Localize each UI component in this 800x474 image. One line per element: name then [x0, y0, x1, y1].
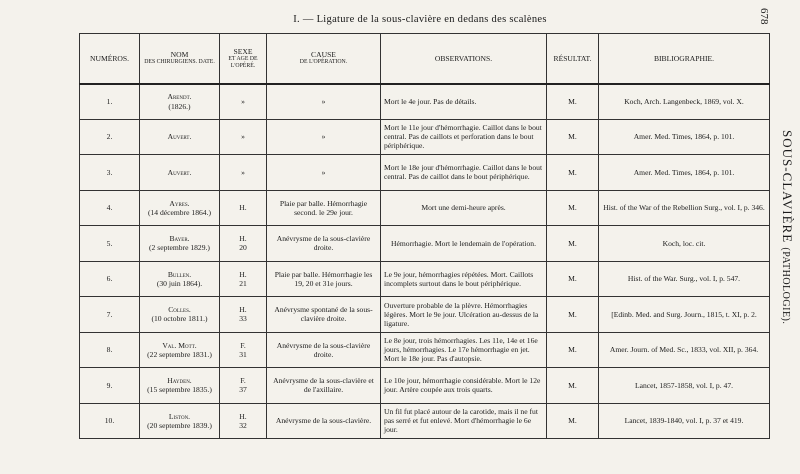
- row-result: M.: [547, 403, 599, 439]
- row-surgeon: [140, 155, 220, 191]
- row-cause: Anévrysme de la sous-clavière et de l'axillaire.: [267, 368, 381, 404]
- row-surgeon: [140, 403, 220, 439]
- table-row: [80, 190, 770, 226]
- patient-sex: »: [241, 96, 245, 106]
- row-sex-age: [220, 190, 267, 226]
- patient-age: 21: [239, 278, 247, 288]
- row-bibliography: Lancet, 1857-1858, vol. I, p. 47.: [599, 368, 770, 404]
- row-number: 6.: [80, 261, 140, 297]
- row-sex-age: [220, 84, 267, 120]
- surgeon-date: (2 septembre 1829.): [149, 243, 210, 253]
- surgeon-name: Bayer.: [169, 234, 190, 244]
- patient-age: 37: [239, 385, 247, 395]
- patient-sex: H.: [239, 203, 247, 213]
- patient-sex: »: [241, 132, 245, 142]
- row-bibliography: Amer. Med. Times, 1864, p. 101.: [599, 155, 770, 191]
- table-row: [80, 368, 770, 404]
- row-result: M.: [547, 226, 599, 262]
- header-bibliographie: BIBLIOGRAPHIE.: [599, 34, 770, 84]
- header-numeros: NUMÉROS.: [80, 34, 140, 84]
- row-result: M.: [547, 119, 599, 155]
- row-result: M.: [547, 297, 599, 333]
- row-number: 9.: [80, 368, 140, 404]
- patient-sex: H.: [239, 269, 247, 279]
- row-result: M.: [547, 84, 599, 120]
- row-cause: Anévrysme de la sous-clavière.: [267, 403, 381, 439]
- table-row: [80, 403, 770, 439]
- surgeon-name: Val. Mott.: [162, 340, 197, 350]
- patient-age: 33: [239, 314, 247, 324]
- row-surgeon: [140, 297, 220, 333]
- row-cause: Anévrysme spontané de la sous-clavière droite.: [267, 297, 381, 333]
- row-bibliography: Koch, loc. cit.: [599, 226, 770, 262]
- row-surgeon: [140, 261, 220, 297]
- row-result: M.: [547, 368, 599, 404]
- surgeon-name: Auvert.: [167, 132, 192, 142]
- row-sex-age: [220, 368, 267, 404]
- surgeon-name: Colles.: [168, 305, 191, 315]
- row-observations: Mort le 11e jour d'hémorrhagie. Caillot dans le bout central. Pas de caillots et perforation dans le bout périphérique.: [381, 119, 547, 155]
- row-observations: Mort le 4e jour. Pas de détails.: [381, 84, 547, 120]
- surgeon-date: (15 septembre 1835.): [147, 385, 212, 395]
- row-surgeon: [140, 368, 220, 404]
- row-sex-age: [220, 226, 267, 262]
- row-observations: Un fil fut placé autour de la carotide, mais il ne fut pas serré et fut enlevé. Mort d'hémorrhagie le 6e jour.: [381, 403, 547, 439]
- side-label-main: SOUS-CLAVIÈRE: [780, 130, 795, 244]
- row-sex-age: [220, 403, 267, 439]
- header-nom: [140, 34, 220, 84]
- row-bibliography: Hist. of the War. Surg., vol. I, p. 547.: [599, 261, 770, 297]
- header-nom-sub: DES CHIRURGIENS. DATE.: [144, 59, 215, 66]
- table-row: [80, 297, 770, 333]
- patient-age: 20: [239, 243, 247, 253]
- patient-sex: F.: [240, 376, 246, 386]
- row-result: M.: [547, 155, 599, 191]
- patient-age: 32: [239, 420, 247, 430]
- surgeon-date: (20 septembre 1839.): [147, 420, 212, 430]
- row-result: M.: [547, 332, 599, 368]
- row-observations: Mort le 18e jour d'hémorrhagie. Caillot dans le bout central. Pas de caillot dans le bout périphérique.: [381, 155, 547, 191]
- table-row: [80, 261, 770, 297]
- patient-sex: F.: [240, 340, 246, 350]
- side-label: [779, 130, 795, 324]
- row-cause: Plaie par balle. Hémorrhagie les 19, 20 et 31e jours.: [267, 261, 381, 297]
- page-title: I. — Ligature de la sous-clavière en dedans des scalènes: [293, 14, 547, 25]
- row-bibliography: [Edinb. Med. and Surg. Journ., 1815, t. XI, p. 2.: [599, 297, 770, 333]
- row-observations: Le 9e jour, hémorrhagies répétées. Mort. Caillots incomplets surtout dans le bout périphérique.: [381, 261, 547, 297]
- header-cause-label: CAUSE: [311, 50, 336, 60]
- header-observations: OBSERVATIONS.: [381, 34, 547, 84]
- header-nom-label: NOM: [170, 50, 189, 60]
- row-observations: Le 8e jour, trois hémorrhagies. Les 11e, 14e et 16e jours, hémorrhagies. Le 17e hémorrhagie en jet. Mort le 18e jour. Pas d'autopsie.: [381, 332, 547, 368]
- row-cause: »: [267, 155, 381, 191]
- table-row: [80, 332, 770, 368]
- table-row: [80, 84, 770, 120]
- surgeon-date: (10 octobre 1811.): [151, 314, 208, 324]
- header-sexe: [220, 34, 267, 84]
- surgeon-name: Ayres.: [169, 198, 190, 208]
- row-surgeon: [140, 84, 220, 120]
- patient-age: 31: [239, 349, 247, 359]
- row-cause: Plaie par balle. Hémorrhagie second. le 29e jour.: [267, 190, 381, 226]
- row-sex-age: [220, 119, 267, 155]
- row-number: 4.: [80, 190, 140, 226]
- row-sex-age: [220, 332, 267, 368]
- row-number: 5.: [80, 226, 140, 262]
- surgeon-name: Liston.: [168, 411, 191, 421]
- row-cause: »: [267, 119, 381, 155]
- row-bibliography: Hist. of the War of the Rebellion Surg., vol. I, p. 346.: [599, 190, 770, 226]
- row-surgeon: [140, 190, 220, 226]
- table-row: [80, 119, 770, 155]
- surgeon-name: Auvert.: [167, 167, 192, 177]
- row-cause: Anévrysme de la sous-clavière droite.: [267, 226, 381, 262]
- row-surgeon: [140, 226, 220, 262]
- table-row: [80, 155, 770, 191]
- surgeon-date: (22 septembre 1831.): [147, 349, 212, 359]
- surgeon-date: (1826.): [168, 101, 191, 111]
- surgeon-date: (30 juin 1864).: [156, 278, 203, 288]
- row-bibliography: Amer. Journ. of Med. Sc., 1833, vol. XII, p. 364.: [599, 332, 770, 368]
- patient-sex: H.: [239, 234, 247, 244]
- row-sex-age: [220, 155, 267, 191]
- row-bibliography: Amer. Med. Times, 1864, p. 101.: [599, 119, 770, 155]
- table-row: [80, 226, 770, 262]
- surgery-table: [79, 33, 770, 439]
- surgeon-name: Bullen.: [167, 269, 192, 279]
- row-number: 3.: [80, 155, 140, 191]
- row-sex-age: [220, 261, 267, 297]
- surgeon-date: (14 décembre 1864.): [147, 207, 212, 217]
- patient-sex: H.: [239, 305, 247, 315]
- row-surgeon: [140, 119, 220, 155]
- row-cause: Anévrysme de la sous-clavière droite.: [267, 332, 381, 368]
- row-number: 10.: [80, 403, 140, 439]
- row-result: M.: [547, 190, 599, 226]
- page-number: 678: [758, 8, 770, 25]
- row-number: 1.: [80, 84, 140, 120]
- side-label-paren: (PATHOLOGIE).: [780, 247, 791, 325]
- surgeon-name: Arendt.: [167, 92, 192, 102]
- patient-sex: H.: [239, 411, 247, 421]
- surgeon-name: Hayden.: [167, 376, 192, 386]
- row-bibliography: Koch, Arch. Langenbeck, 1869, vol. X.: [599, 84, 770, 120]
- header-cause: [267, 34, 381, 84]
- row-observations: Mort une demi-heure après.: [381, 190, 547, 226]
- header-sexe-sub: ET AGE DE L'OPÉRÉ.: [228, 56, 258, 69]
- header-sexe-label: SEXE: [233, 47, 253, 57]
- row-sex-age: [220, 297, 267, 333]
- row-number: 7.: [80, 297, 140, 333]
- row-number: 8.: [80, 332, 140, 368]
- header-row: [80, 34, 770, 84]
- row-surgeon: [140, 332, 220, 368]
- row-cause: »: [267, 84, 381, 120]
- row-observations: Ouverture probable de la plèvre. Hémorrhagies légères. Mort le 9e jour. Ulcération au-dessus de la ligature.: [381, 297, 547, 333]
- row-result: M.: [547, 261, 599, 297]
- patient-sex: »: [241, 167, 245, 177]
- header-cause-sub: DE L'OPÉRATION.: [299, 59, 348, 66]
- row-observations: Hémorrhagie. Mort le lendemain de l'opération.: [381, 226, 547, 262]
- row-observations: Le 10e jour, hémorrhagie considérable. Mort le 12e jour. Artère coupée aux trois quarts.: [381, 368, 547, 404]
- row-number: 2.: [80, 119, 140, 155]
- header-resultat: RÉSULTAT.: [547, 34, 599, 84]
- row-bibliography: Lancet, 1839-1840, vol. I, p. 37 et 419.: [599, 403, 770, 439]
